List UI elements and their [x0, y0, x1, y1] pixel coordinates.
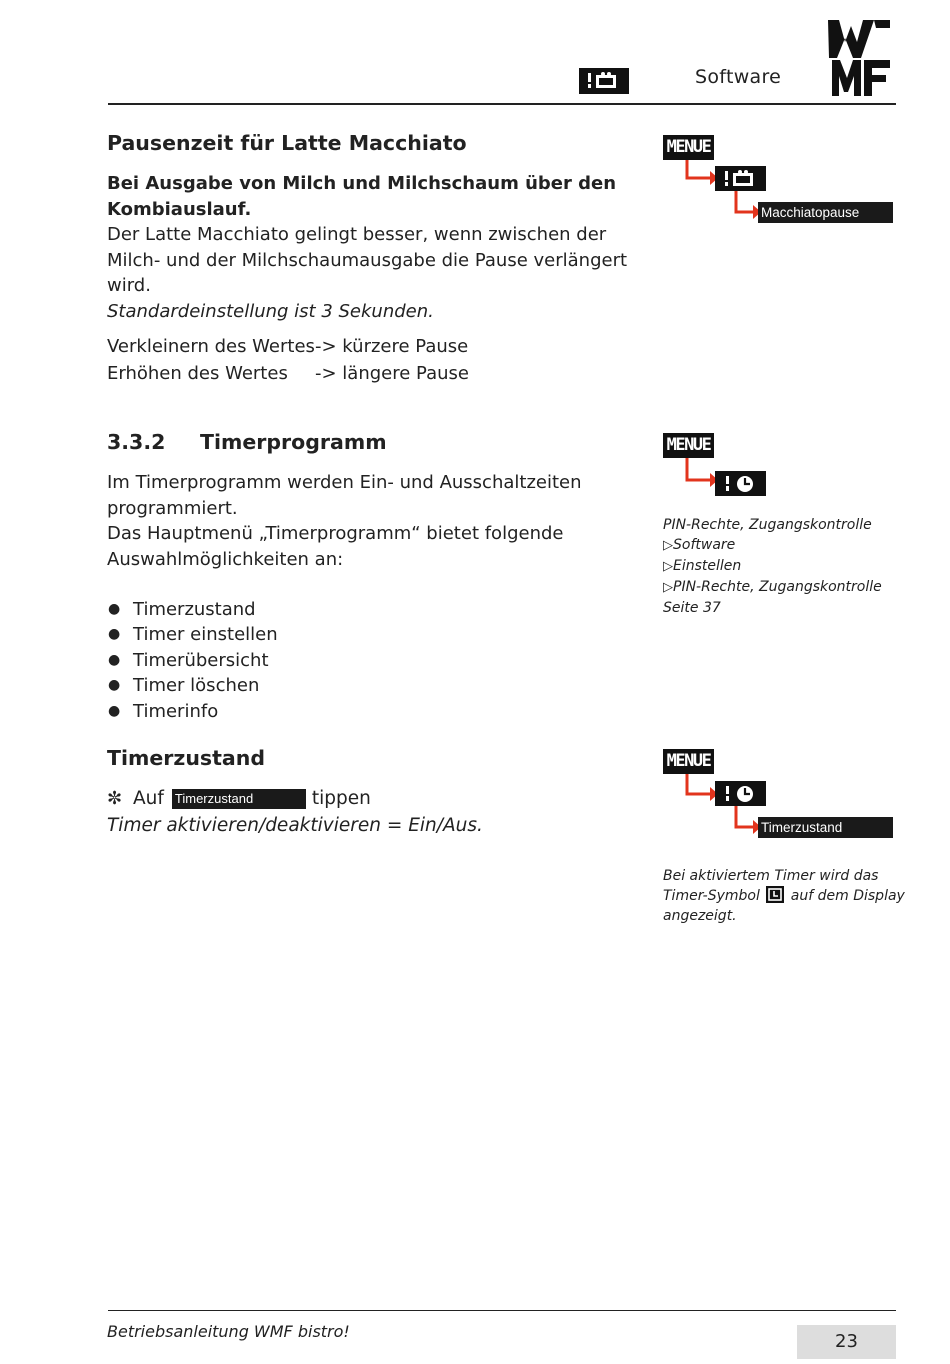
path-arrow: [680, 160, 720, 186]
clock-icon: [722, 474, 760, 494]
timer-options-list: [107, 597, 278, 724]
list-item: ● Timerzustand: [107, 597, 278, 622]
timer-symbol-icon: [766, 886, 784, 903]
tap-icon: ✼: [107, 788, 123, 809]
wmf-logo: [828, 20, 890, 96]
note-line: angezeigt.: [663, 908, 737, 924]
note-text: Timer-Symbol: [663, 888, 760, 904]
list-item-label: Timerinfo: [133, 700, 219, 722]
menu-display-button[interactable]: MENUE: [663, 433, 714, 458]
list-item-label: Timer löschen: [133, 675, 260, 697]
section-title-timerzustand: Timerzustand: [107, 746, 266, 770]
triangle-right-icon: ▷: [663, 538, 673, 553]
comparison-row: [107, 334, 469, 361]
body-line: wird.: [107, 275, 151, 297]
note-line: [663, 577, 882, 598]
note-text: Einstellen: [673, 558, 742, 574]
triangle-right-icon: ▷: [663, 559, 673, 574]
section-title-timerprogramm: Timerprogramm: [200, 430, 387, 454]
body-line: Milch- und der Milchschaumausgabe die Pause verlängert: [107, 249, 628, 271]
note-text: auf dem Display: [790, 888, 905, 904]
menu-display-button[interactable]: MENUE: [663, 135, 714, 160]
list-item: ● Timer einstellen: [107, 622, 278, 647]
clock-icon: [722, 784, 760, 804]
note-line: [663, 535, 882, 556]
comparison-row: [107, 361, 469, 388]
menu-display-button[interactable]: MENUE: [663, 749, 714, 774]
body-line: Das Hauptmenü „Timerprogramm“ bietet folgende: [107, 523, 564, 545]
path-arrow: [680, 458, 720, 488]
comparison-left: Verkleinern des Wertes: [107, 336, 315, 357]
note-text: Software: [673, 537, 736, 553]
timer-toggle-note: Timer aktivieren/deaktivieren = Ein/Aus.: [107, 815, 483, 836]
section2-body: [107, 470, 627, 572]
instruction-line: [107, 786, 371, 812]
header-section-title: Software: [695, 66, 782, 88]
note-line: [663, 556, 882, 577]
software-icon: [722, 169, 760, 189]
timerzustand-display-button[interactable]: Timerzustand: [758, 817, 893, 838]
bold-line: Kombiauslauf.: [107, 198, 252, 220]
footer-rule: [108, 1310, 896, 1311]
note-line: [663, 886, 905, 906]
timer-symbol-note: [663, 866, 905, 926]
pin-rights-note: [663, 515, 882, 618]
comparison-right: -> längere Pause: [315, 362, 469, 384]
path-arrow: [680, 774, 720, 804]
comparison-left: Erhöhen des Wertes: [107, 362, 288, 384]
bold-line: Bei Ausgabe von Milch und Milchschaum über den: [107, 173, 617, 194]
note-line: Bei aktiviertem Timer wird das: [663, 868, 879, 884]
body-line: Auswahlmöglichkeiten an:: [107, 548, 344, 570]
software-display-button[interactable]: [715, 166, 766, 191]
page-number: 23: [797, 1325, 896, 1359]
section-number: 3.3.2: [107, 430, 166, 454]
list-item-label: Timer einstellen: [133, 624, 278, 646]
list-item-label: Timerübersicht: [133, 649, 269, 671]
instruction-suffix: tippen: [311, 788, 371, 809]
timer-display-button[interactable]: [715, 781, 766, 806]
default-setting-note: Standardeinstellung ist 3 Sekunden.: [107, 300, 434, 322]
manual-title: Betriebsanleitung WMF bistro!: [107, 1322, 350, 1341]
instruction-prefix: Auf: [133, 788, 164, 809]
timer-display-button[interactable]: [715, 471, 766, 496]
triangle-right-icon: ▷: [663, 580, 673, 595]
section1-body: [107, 171, 637, 325]
value-comparison: [107, 334, 469, 387]
comparison-right: -> kürzere Pause: [315, 336, 469, 357]
timerzustand-inline-button[interactable]: Timerzustand: [172, 789, 306, 809]
software-icon: [585, 71, 623, 91]
list-item-label: Timerzustand: [133, 599, 256, 620]
note-text: PIN-Rechte, Zugangskontrolle: [673, 579, 882, 595]
software-section-icon: [579, 68, 629, 94]
body-line: Im Timerprogramm werden Ein- und Ausschaltzeiten: [107, 472, 582, 493]
macchiatopause-display-button[interactable]: Macchiatopause: [758, 202, 893, 223]
list-item: ● Timerübersicht: [107, 648, 278, 673]
list-item: ● Timerinfo: [107, 699, 278, 724]
body-line: Der Latte Macchiato gelingt besser, wenn zwischen der: [107, 224, 607, 246]
header-rule: [108, 103, 896, 105]
note-line: PIN-Rechte, Zugangskontrolle: [663, 517, 872, 533]
page-reference: Seite 37: [663, 600, 721, 616]
section-title-pausenzeit: Pausenzeit für Latte Macchiato: [107, 131, 467, 155]
list-item: ● Timer löschen: [107, 673, 278, 698]
body-line: programmiert.: [107, 497, 238, 519]
